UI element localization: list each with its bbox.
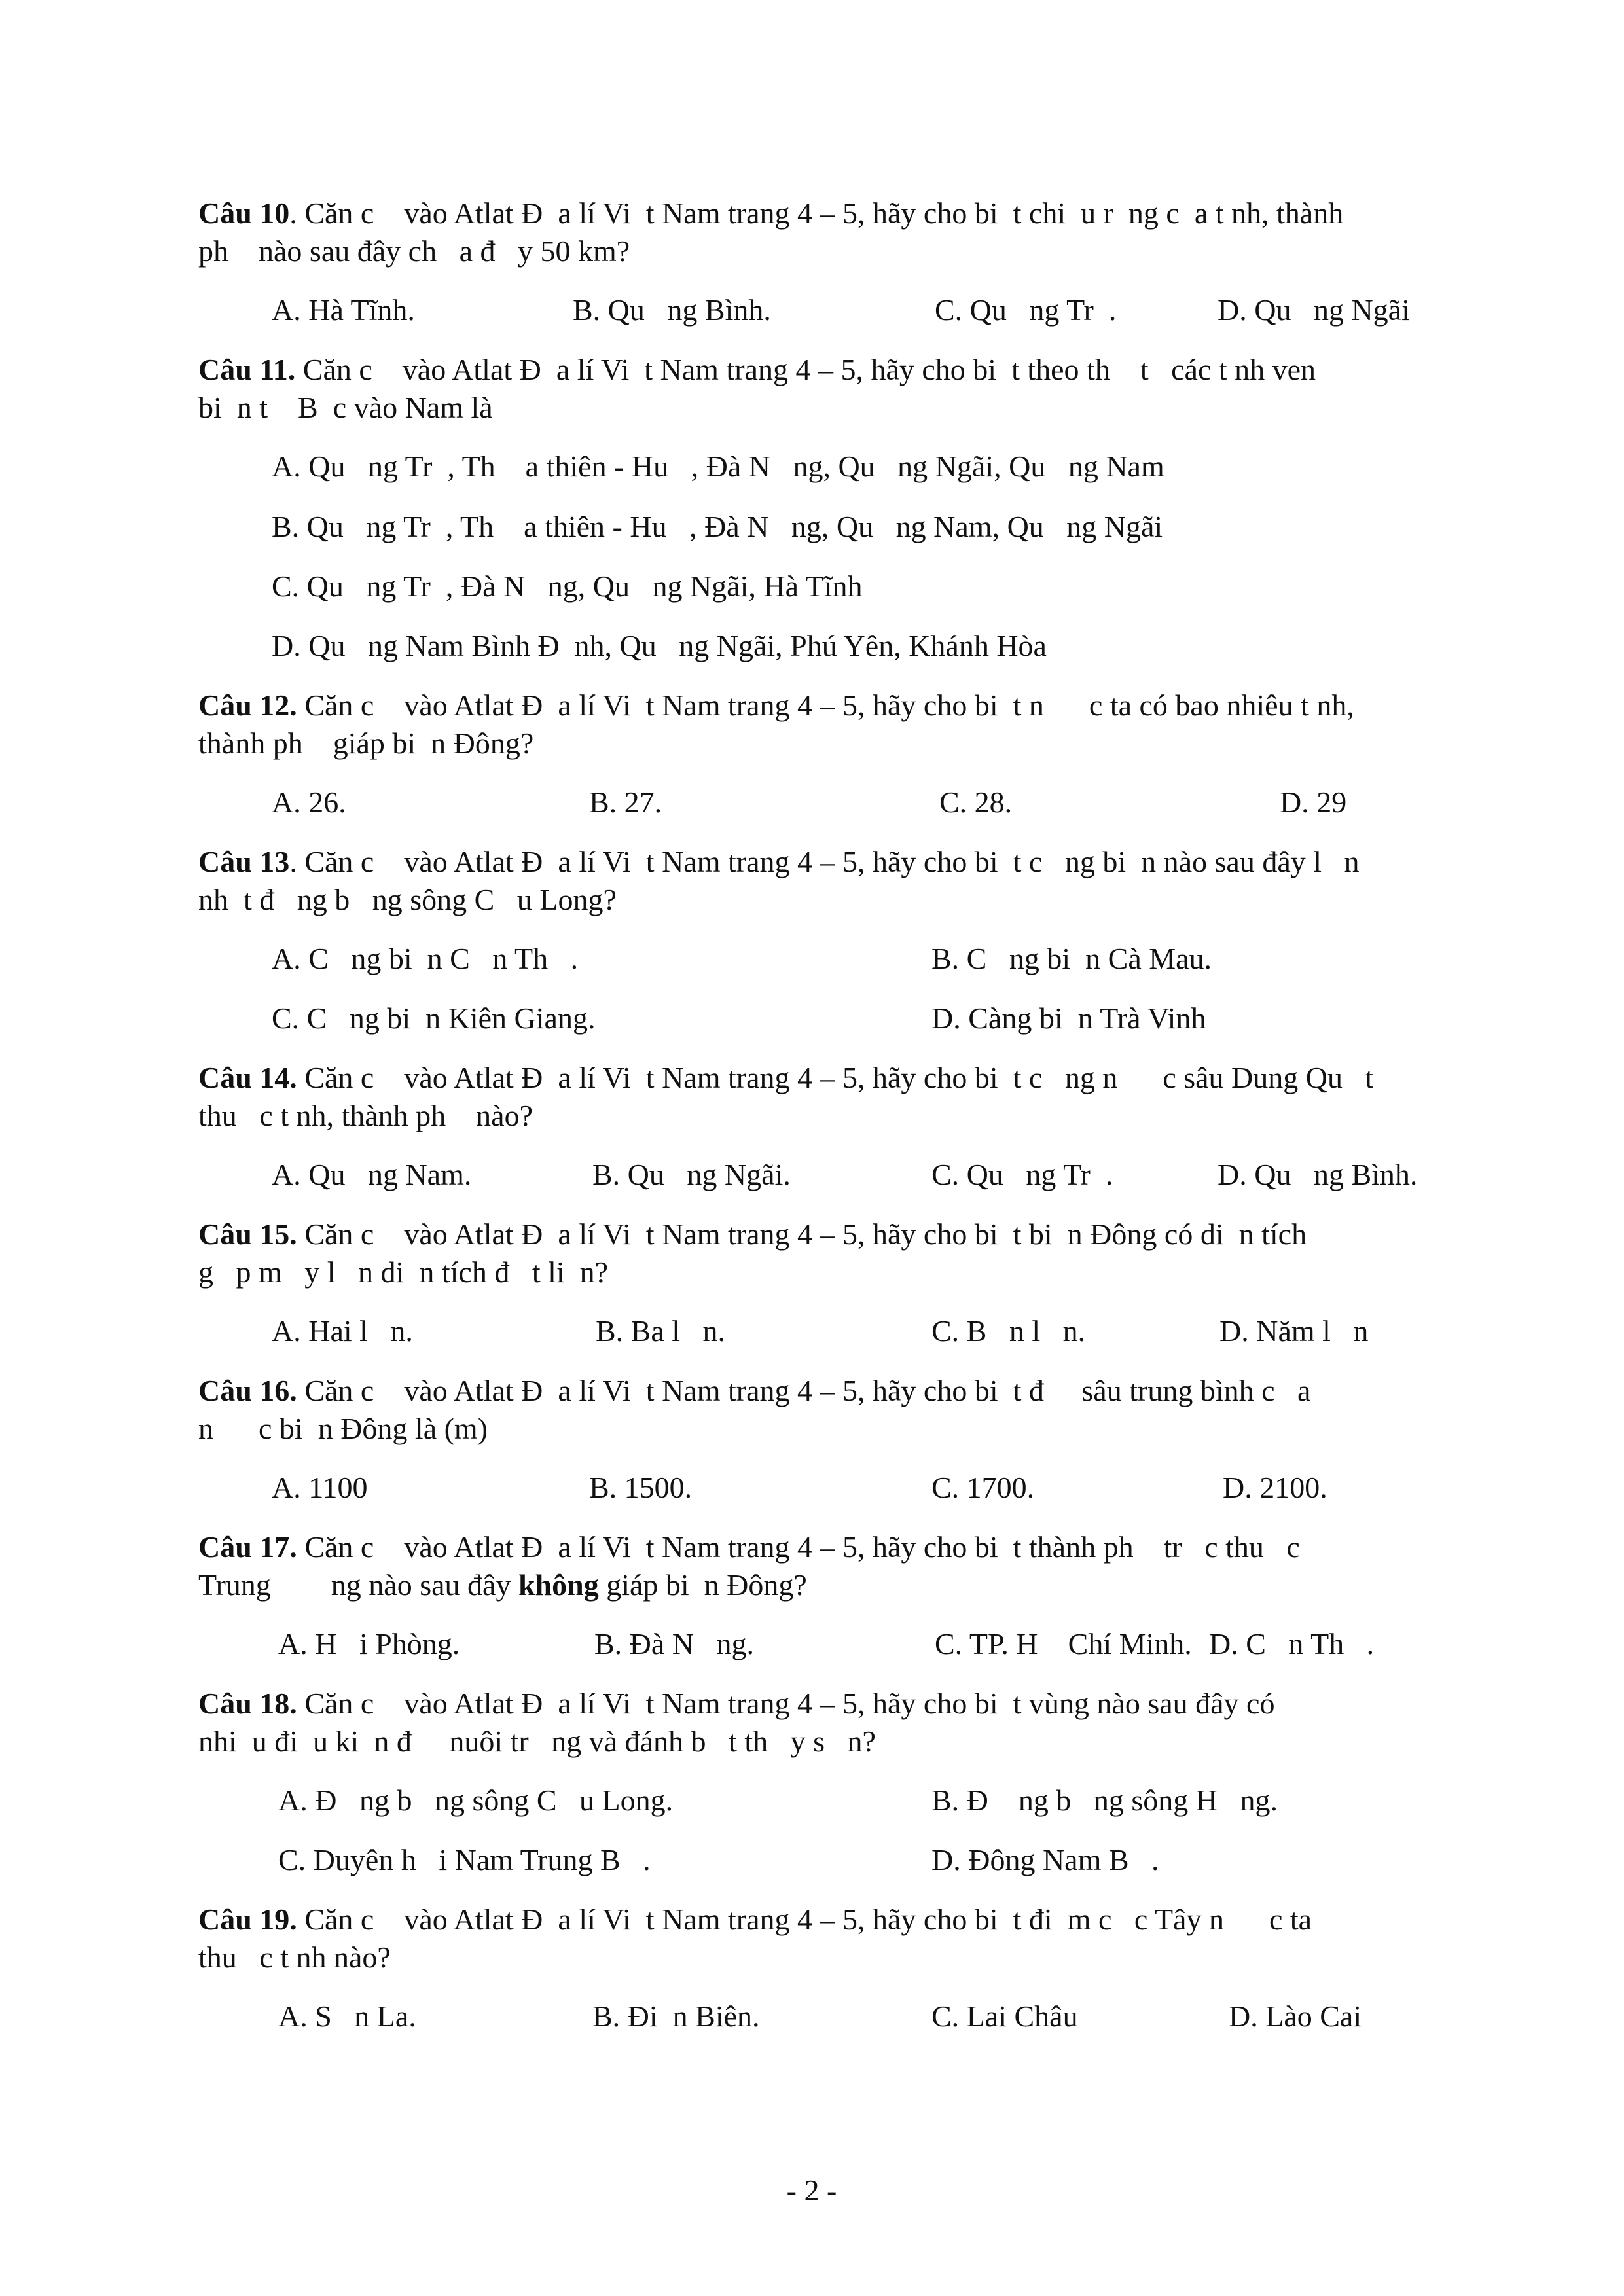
question-11-option-b: B. Qu ng Tr , Th a thiên - Hu , Đà N ng, Qu ng Nam, Qu ng Ngãi bbox=[272, 510, 1163, 543]
question-10-option-d: D. Qu ng Ngãi bbox=[1218, 293, 1410, 327]
question-text-line1: Căn c vào Atlat Đ a lí Vi t Nam trang 4 – 5, hãy cho bi t c ng bi n nào sau đây l n bbox=[304, 845, 1360, 878]
question-18-option-b: B. Đ ng b ng sông H ng. bbox=[931, 1784, 1278, 1817]
question-13-stem: Câu 13. Căn c vào Atlat Đ a lí Vi t Nam trang 4 – 5, hãy cho bi t c ng bi n nào sau đây l n bbox=[198, 845, 1360, 878]
question-19-stem bbox=[198, 1901, 1442, 1939]
question-text-line1: Căn c vào Atlat Đ a lí Vi t Nam trang 4 – 5, hãy cho bi t đi m c c Tây n c ta bbox=[304, 1903, 1312, 1936]
question-19-option-d: D. Lào Cai bbox=[1229, 2000, 1362, 2033]
question-14-option-d: D. Qu ng Bình. bbox=[1218, 1158, 1418, 1191]
question-15-option-d: D. Năm l n bbox=[1219, 1314, 1369, 1348]
question-18-option-c: C. Duyên h i Nam Trung B . bbox=[278, 1843, 651, 1876]
question-12-option-d: D. 29 bbox=[1280, 785, 1347, 819]
page-number: - 2 - bbox=[786, 2174, 837, 2207]
question-14-option-c: C. Qu ng Tr . bbox=[931, 1158, 1113, 1191]
question-number: Câu 15. bbox=[198, 1217, 297, 1251]
question-number: Câu 13 bbox=[198, 845, 290, 878]
question-11-stem bbox=[198, 351, 1442, 389]
question-12-stem bbox=[198, 687, 1442, 725]
question-12-option-c: C. 28. bbox=[939, 785, 1013, 819]
question-19-stem-line2: thu c t nh nào? bbox=[198, 1941, 391, 1974]
question-17-stem-line2: Trung ng nào sau đây không giáp bi n Đông? bbox=[198, 1568, 807, 1602]
question-number: Câu 12. bbox=[198, 689, 297, 722]
question-15-stem bbox=[198, 1215, 1442, 1253]
question-18-option-a: A. Đ ng b ng sông C u Long. bbox=[278, 1784, 674, 1817]
question-number: Câu 19. bbox=[198, 1903, 297, 1936]
question-15-stem-line2: g p m y l n di n tích đ t li n? bbox=[198, 1255, 609, 1289]
question-text-line1: Căn c vào Atlat Đ a lí Vi t Nam trang 4 – 5, hãy cho bi t thành ph tr c thu c bbox=[304, 1530, 1300, 1564]
question-17-option-d: D. C n Th . bbox=[1209, 1627, 1375, 1660]
question-16-option-a: A. 1100 bbox=[272, 1471, 368, 1504]
question-13-stem-line2: nh t đ ng b ng sông C u Long? bbox=[198, 883, 617, 916]
question-15-option-b: B. Ba l n. bbox=[596, 1314, 726, 1348]
question-10-option-b: B. Qu ng Bình. bbox=[573, 293, 771, 327]
emphasis-khong: không bbox=[518, 1568, 599, 1602]
question-text-line1: Căn c vào Atlat Đ a lí Vi t Nam trang 4 – 5, hãy cho bi t theo th t các t nh ven bbox=[302, 353, 1316, 386]
question-17-option-c: C. TP. H Chí Minh. bbox=[935, 1627, 1192, 1660]
question-11-option-c: C. Qu ng Tr , Đà N ng, Qu ng Ngãi, Hà Tĩnh bbox=[272, 569, 863, 603]
question-18-stem-line2: nhi u đi u ki n đ nuôi tr ng và đánh b t th y s n? bbox=[198, 1725, 876, 1758]
question-10-option-c: C. Qu ng Tr . bbox=[935, 293, 1117, 327]
question-17-option-a: A. H i Phòng. bbox=[278, 1627, 460, 1660]
question-14-option-b: B. Qu ng Ngãi. bbox=[592, 1158, 791, 1191]
question-number: Câu 18. bbox=[198, 1687, 297, 1720]
question-15-option-a: A. Hai l n. bbox=[272, 1314, 413, 1348]
question-11-stem-line2: bi n t B c vào Nam là bbox=[198, 391, 493, 424]
question-11-option-d: D. Qu ng Nam Bình Đ nh, Qu ng Ngãi, Phú Yên, Khánh Hòa bbox=[272, 629, 1047, 662]
question-number: Câu 10 bbox=[198, 196, 290, 230]
question-19-option-b: B. Đi n Biên. bbox=[592, 2000, 760, 2033]
question-18-option-d: D. Đông Nam B . bbox=[931, 1843, 1159, 1876]
question-17-stem bbox=[198, 1528, 1442, 1566]
question-14-stem bbox=[198, 1059, 1442, 1097]
question-17-option-b: B. Đà N ng. bbox=[594, 1627, 755, 1660]
question-13-option-d: D. Càng bi n Trà Vinh bbox=[931, 1001, 1206, 1035]
question-text-line1: Căn c vào Atlat Đ a lí Vi t Nam trang 4 – 5, hãy cho bi t c ng n c sâu Dung Qu t bbox=[304, 1061, 1374, 1094]
question-19-option-a: A. S n La. bbox=[278, 2000, 416, 2033]
question-text-line1: Căn c vào Atlat Đ a lí Vi t Nam trang 4 – 5, hãy cho bi t n c ta có bao nhiêu t nh, bbox=[304, 689, 1354, 722]
question-number: Câu 11. bbox=[198, 353, 296, 386]
question-text-line1: Căn c vào Atlat Đ a lí Vi t Nam trang 4 – 5, hãy cho bi t chi u r ng c a t nh, thành bbox=[304, 196, 1344, 230]
question-12-stem-line2: thành ph giáp bi n Đông? bbox=[198, 726, 534, 760]
question-12-option-a: A. 26. bbox=[272, 785, 346, 819]
question-13-option-b: B. C ng bi n Cà Mau. bbox=[931, 942, 1212, 975]
question-number: Câu 17. bbox=[198, 1530, 297, 1564]
question-11-option-a: A. Qu ng Tr , Th a thiên - Hu , Đà N ng, Qu ng Ngãi, Qu ng Nam bbox=[272, 450, 1164, 483]
question-19-option-c: C. Lai Châu bbox=[931, 2000, 1078, 2033]
question-text-line1: Căn c vào Atlat Đ a lí Vi t Nam trang 4 – 5, hãy cho bi t vùng nào sau đây có bbox=[304, 1687, 1275, 1720]
question-13-option-c: C. C ng bi n Kiên Giang. bbox=[272, 1001, 596, 1035]
question-text-line1: Căn c vào Atlat Đ a lí Vi t Nam trang 4 – 5, hãy cho bi t bi n Đông có di n tích bbox=[304, 1217, 1307, 1251]
question-16-stem-line2: n c bi n Đông là (m) bbox=[198, 1412, 488, 1445]
question-10-stem-line2: ph nào sau đây ch a đ y 50 km? bbox=[198, 234, 630, 268]
question-15-option-c: C. B n l n. bbox=[931, 1314, 1086, 1348]
question-16-option-d: D. 2100. bbox=[1223, 1471, 1327, 1504]
question-16-option-c: C. 1700. bbox=[931, 1471, 1035, 1504]
question-16-stem bbox=[198, 1372, 1442, 1410]
question-14-stem-line2: thu c t nh, thành ph nào? bbox=[198, 1099, 533, 1132]
question-10-stem: Câu 10. Căn c vào Atlat Đ a lí Vi t Nam trang 4 – 5, hãy cho bi t chi u r ng c a t nh, thành bbox=[198, 196, 1344, 230]
question-number: Câu 14. bbox=[198, 1061, 297, 1094]
question-16-option-b: B. 1500. bbox=[589, 1471, 693, 1504]
question-number: Câu 16. bbox=[198, 1374, 297, 1407]
question-10-option-a: A. Hà Tĩnh. bbox=[272, 293, 415, 327]
question-13-option-a: A. C ng bi n C n Th . bbox=[272, 942, 579, 975]
question-text-line1: Căn c vào Atlat Đ a lí Vi t Nam trang 4 – 5, hãy cho bi t đ sâu trung bình c a bbox=[304, 1374, 1311, 1407]
question-12-option-b: B. 27. bbox=[589, 785, 662, 819]
question-18-stem bbox=[198, 1685, 1442, 1723]
question-14-option-a: A. Qu ng Nam. bbox=[272, 1158, 472, 1191]
